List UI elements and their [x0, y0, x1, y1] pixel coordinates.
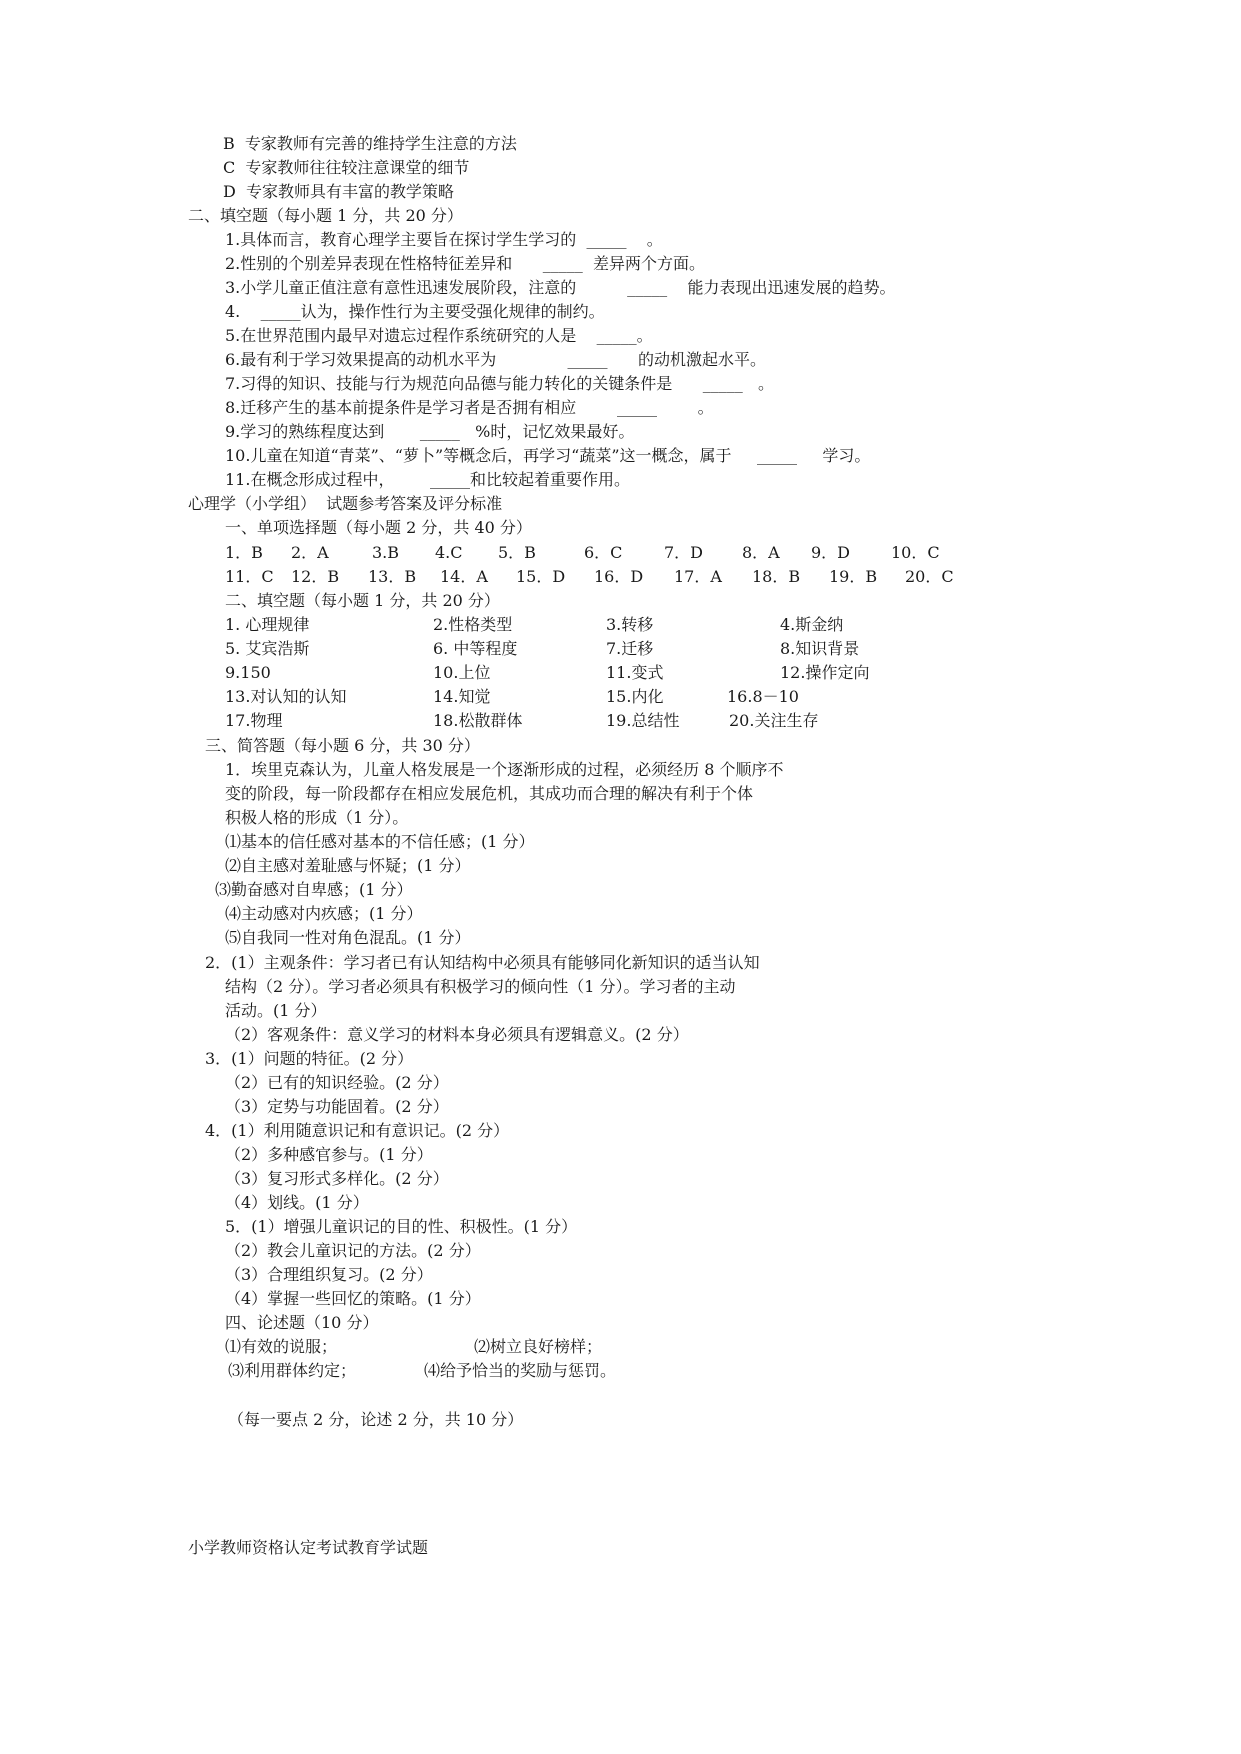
fill-item: 6.最有利于学习效果提高的动机水平为 _____ 的动机激起水平。: [225, 350, 766, 369]
fill-answer: 11.变式: [606, 663, 664, 682]
short-answer-line: ⑴基本的信任感对基本的不信任感；(1 分）: [225, 832, 535, 851]
fill-item: 2.性别的个别差异表现在性格特征差异和 _____ 差异两个方面。: [225, 254, 705, 273]
fill-answer: 13.对认知的认知: [225, 687, 347, 706]
fill-answer: 15.内化: [606, 687, 664, 706]
mc-answer: 17．A: [674, 567, 722, 586]
mc-answer: 18．B: [752, 567, 801, 586]
short-answer-line: （4）掌握一些回忆的策略。(1 分）: [225, 1289, 481, 1308]
short-answer-line: 活动。(1 分）: [225, 1001, 327, 1020]
fill-section-heading: 二、填空题（每小题 1 分，共 20 分）: [188, 206, 463, 225]
short-answer-line: 结构（2 分）。学习者必须具有积极学习的倾向性（1 分）。学习者的主动: [225, 977, 736, 996]
answer-short-heading: 三、简答题（每小题 6 分，共 30 分）: [205, 736, 480, 755]
answer-essay-heading: 四、论述题（10 分）: [225, 1313, 379, 1332]
answer-mc-heading: 一、单项选择题（每小题 2 分，共 40 分）: [225, 518, 532, 537]
fill-answer: 16.8－10: [727, 687, 799, 706]
essay-point: ⑷给予恰当的奖励与惩罚。: [424, 1361, 617, 1380]
essay-point: ⑶利用群体约定；: [228, 1361, 357, 1380]
mc-option-b: B 专家教师有完善的维持学生注意的方法: [223, 134, 517, 153]
fill-item: 9.学习的熟练程度达到 _____ %时，记忆效果最好。: [225, 422, 635, 441]
short-answer-line: ⑶勤奋感对自卑感；(1 分）: [215, 880, 413, 899]
next-exam-title: 小学教师资格认定考试教育学试题: [188, 1538, 429, 1557]
mc-option-c: C 专家教师往往较注意课堂的细节: [223, 158, 470, 177]
short-answer-line: ⑵自主感对羞耻感与怀疑；(1 分）: [225, 856, 471, 875]
fill-answer: 10.上位: [433, 663, 491, 682]
fill-item: 10.儿童在知道“青菜”、“萝卜”等概念后，再学习“蔬菜”这一概念，属于 _____ 学习。: [225, 446, 871, 465]
answer-fill-heading: 二、填空题（每小题 1 分，共 20 分）: [225, 591, 500, 610]
short-answer-line: （2）多种感官参与。(1 分）: [225, 1145, 433, 1164]
fill-answer: 12.操作定向: [780, 663, 870, 682]
mc-answer: 2．A: [291, 543, 329, 562]
short-answer-line: 3．(1）问题的特征。(2 分）: [205, 1049, 414, 1068]
essay-scoring-note: （每一要点 2 分，论述 2 分，共 10 分）: [228, 1410, 524, 1429]
mc-answer: 12．B: [291, 567, 340, 586]
mc-answer: 14．A: [440, 567, 488, 586]
short-answer-line: 2．(1）主观条件：学习者已有认知结构中必须具有能够同化新知识的适当认知: [205, 953, 760, 972]
fill-answer: 3.转移: [606, 615, 654, 634]
fill-item: 8.迁移产生的基本前提条件是学习者是否拥有相应 _____ 。: [225, 398, 714, 417]
fill-answer: 7.迁移: [606, 639, 654, 658]
essay-point: ⑵树立良好榜样；: [474, 1337, 603, 1356]
fill-item: 1.具体而言，教育心理学主要旨在探讨学生学习的 _____ 。: [225, 230, 663, 249]
mc-answer: 3.B: [372, 543, 400, 562]
mc-answer: 11．C: [225, 567, 274, 586]
short-answer-line: （4）划线。(1 分）: [225, 1193, 369, 1212]
short-answer-line: ⑷主动感对内疚感；(1 分）: [225, 904, 423, 923]
short-answer-line: （2）客观条件：意义学习的材料本身必须具有逻辑意义。(2 分）: [225, 1025, 689, 1044]
short-answer-line: 变的阶段，每一阶段都存在相应发展危机，其成功而合理的解决有利于个体: [225, 784, 754, 803]
fill-answer: 8.知识背景: [780, 639, 860, 658]
fill-answer: 20.关注生存: [729, 711, 819, 730]
mc-answer: 15．D: [516, 567, 566, 586]
mc-answer: 4.C: [435, 543, 463, 562]
fill-answer: 9.150: [225, 663, 271, 682]
short-answer-line: 积极人格的形成（1 分）。: [225, 808, 409, 827]
fill-item: 7.习得的知识、技能与行为规范向品德与能力转化的关键条件是 _____ 。: [225, 374, 775, 393]
fill-answer: 17.物理: [225, 711, 283, 730]
short-answer-line: 4．(1）利用随意识记和有意识记。(2 分）: [205, 1121, 510, 1140]
fill-answer: 5. 艾宾浩斯: [225, 639, 310, 658]
short-answer-line: 1．埃里克森认为，儿童人格发展是一个逐渐形成的过程，必须经历 8 个顺序不: [225, 760, 784, 779]
short-answer-line: （3）复习形式多样化。(2 分）: [225, 1169, 449, 1188]
mc-answer: 6．C: [584, 543, 623, 562]
essay-point: ⑴有效的说服；: [225, 1337, 338, 1356]
short-answer-line: （3）定势与功能固着。(2 分）: [225, 1097, 449, 1116]
fill-answer: 19.总结性: [606, 711, 680, 730]
fill-item: 11.在概念形成过程中， _____和比较起着重要作用。: [225, 470, 631, 489]
mc-answer: 13．B: [368, 567, 417, 586]
short-answer-line: （2）已有的知识经验。(2 分）: [225, 1073, 449, 1092]
fill-answer: 4.斯金纳: [780, 615, 844, 634]
fill-item: 5.在世界范围内最早对遗忘过程作系统研究的人是 _____。: [225, 326, 653, 345]
mc-answer: 10．C: [891, 543, 940, 562]
fill-answer: 18.松散群体: [433, 711, 523, 730]
mc-answer: 20．C: [905, 567, 954, 586]
answer-key-title: 心理学（小学组） 试题参考答案及评分标准: [188, 494, 503, 513]
fill-item: 3.小学儿童正值注意有意性迅速发展阶段，注意的 _____ 能力表现出迅速发展的趋势。: [225, 278, 896, 297]
mc-option-d: D 专家教师具有丰富的教学策略: [223, 182, 455, 201]
short-answer-line: （3）合理组织复习。(2 分）: [225, 1265, 433, 1284]
short-answer-line: （2）教会儿童识记的方法。(2 分）: [225, 1241, 481, 1260]
short-answer-line: 5．(1）增强儿童识记的目的性、积极性。(1 分）: [225, 1217, 578, 1236]
fill-answer: 1. 心理规律: [225, 615, 310, 634]
mc-answer: 7．D: [664, 543, 704, 562]
mc-answer: 8．A: [742, 543, 780, 562]
fill-answer: 6. 中等程度: [433, 639, 518, 658]
mc-answer: 1．B: [225, 543, 263, 562]
fill-item: 4. _____认为，操作性行为主要受强化规律的制约。: [225, 302, 605, 321]
fill-answer: 14.知觉: [433, 687, 491, 706]
short-answer-line: ⑸自我同一性对角色混乱。(1 分）: [225, 928, 471, 947]
mc-answer: 16．D: [594, 567, 644, 586]
fill-answer: 2.性格类型: [433, 615, 513, 634]
mc-answer: 9．D: [811, 543, 851, 562]
mc-answer: 5．B: [498, 543, 536, 562]
mc-answer: 19．B: [829, 567, 878, 586]
